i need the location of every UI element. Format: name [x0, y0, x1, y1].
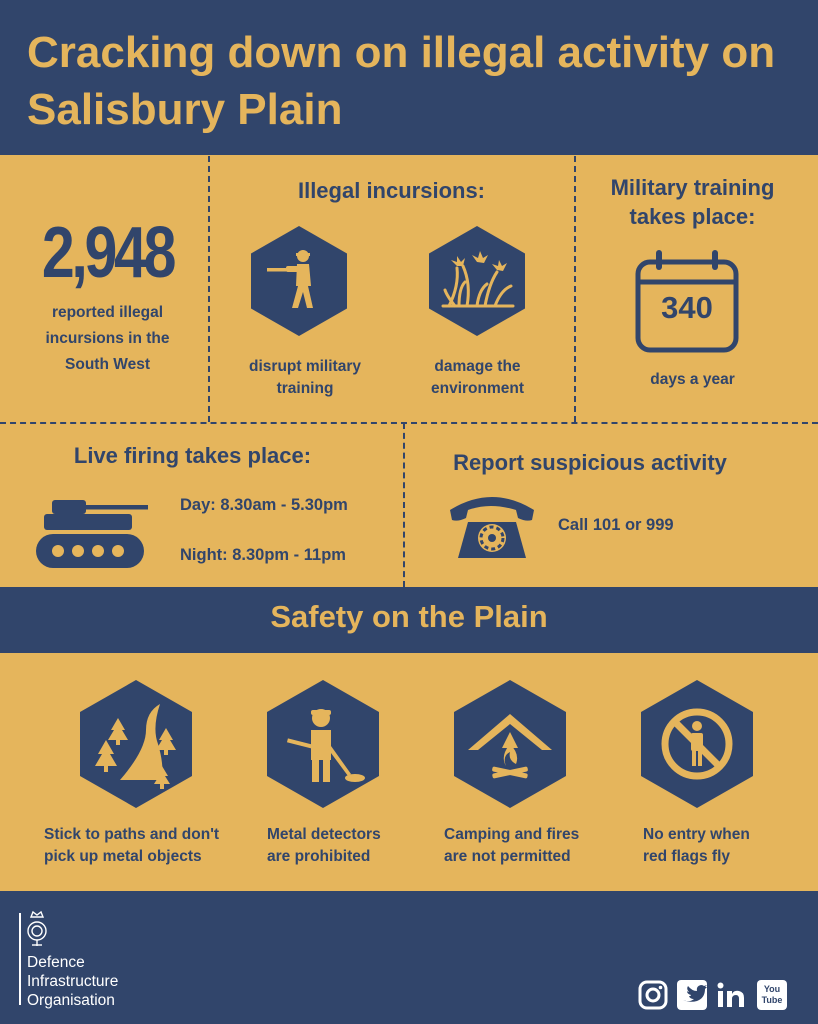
safety-caption — [267, 824, 427, 868]
training-days-number: 340 — [661, 290, 713, 325]
safety-caption — [44, 824, 254, 868]
title-line: Military training — [610, 175, 775, 200]
soldier-rifle-icon — [251, 226, 347, 336]
crest-icon — [24, 907, 50, 951]
caption-line: are prohibited — [267, 848, 371, 865]
night-firing-times: Night: 8.30pm - 11pm — [180, 546, 346, 564]
incursions-desc-line: reported illegal — [51, 304, 164, 321]
org-name-line: Organisation — [27, 992, 115, 1009]
instagram-icon[interactable] — [638, 980, 668, 1010]
divider — [403, 423, 405, 587]
caption-line: Stick to paths and don't — [44, 826, 220, 843]
caption-line: environment — [430, 380, 524, 397]
incursions-desc-line: South West — [65, 356, 150, 373]
military-training-title — [590, 173, 795, 231]
training-days-desc: days a year — [650, 371, 735, 388]
report-call-number: Call 101 or 999 — [558, 516, 674, 534]
page-title: Cracking down on illegal activity on Salisbury Plain — [27, 28, 776, 134]
caption-line: red flags fly — [643, 848, 730, 865]
caption-line: disrupt military — [249, 358, 361, 375]
incursions-desc-line: incursions in the — [45, 330, 170, 347]
twitter-icon[interactable] — [677, 980, 707, 1010]
incursions-number: 2,948 — [41, 213, 174, 293]
grass-plants-icon — [429, 226, 525, 336]
safety-banner — [0, 587, 818, 653]
caption-line: training — [276, 380, 334, 397]
linkedin-icon[interactable] — [716, 980, 746, 1010]
divider — [0, 422, 818, 424]
metal-detector-icon — [267, 680, 379, 808]
incursion-caption — [395, 356, 560, 400]
incursions-description — [20, 300, 195, 378]
safety-title: Safety on the Plain — [270, 599, 548, 634]
caption-line: are not permitted — [444, 848, 571, 865]
youtube-text: You — [763, 984, 781, 994]
caption-line: Metal detectors — [267, 826, 381, 843]
caption-line: pick up metal objects — [44, 848, 202, 865]
header — [0, 0, 818, 155]
youtube-icon[interactable] — [757, 980, 787, 1010]
illegal-incursions-title: Illegal incursions: — [297, 178, 486, 203]
footer — [0, 891, 818, 1024]
live-firing-title: Live firing takes place: — [73, 443, 312, 468]
report-title: Report suspicious activity — [453, 450, 727, 475]
day-firing-times: Day: 8.30am - 5.30pm — [180, 496, 348, 514]
title-line: takes place: — [629, 204, 756, 229]
logo-divider — [19, 913, 21, 1005]
divider — [574, 156, 576, 422]
org-name-line: Infrastructure — [27, 973, 119, 990]
safety-caption — [444, 824, 614, 868]
youtube-text: Tube — [761, 995, 783, 1005]
path-trees-icon — [80, 680, 192, 808]
safety-caption — [643, 824, 793, 868]
rotary-phone-icon — [448, 492, 536, 560]
caption-line: No entry when — [643, 826, 750, 843]
tank-icon — [36, 496, 152, 570]
caption-line: damage the — [434, 358, 521, 375]
org-name — [27, 953, 118, 1010]
no-entry-person-icon — [641, 680, 753, 808]
incursion-caption — [220, 356, 390, 400]
tent-campfire-icon — [454, 680, 566, 808]
caption-line: Camping and fires — [444, 826, 580, 843]
org-name-line: Defence — [27, 954, 85, 971]
